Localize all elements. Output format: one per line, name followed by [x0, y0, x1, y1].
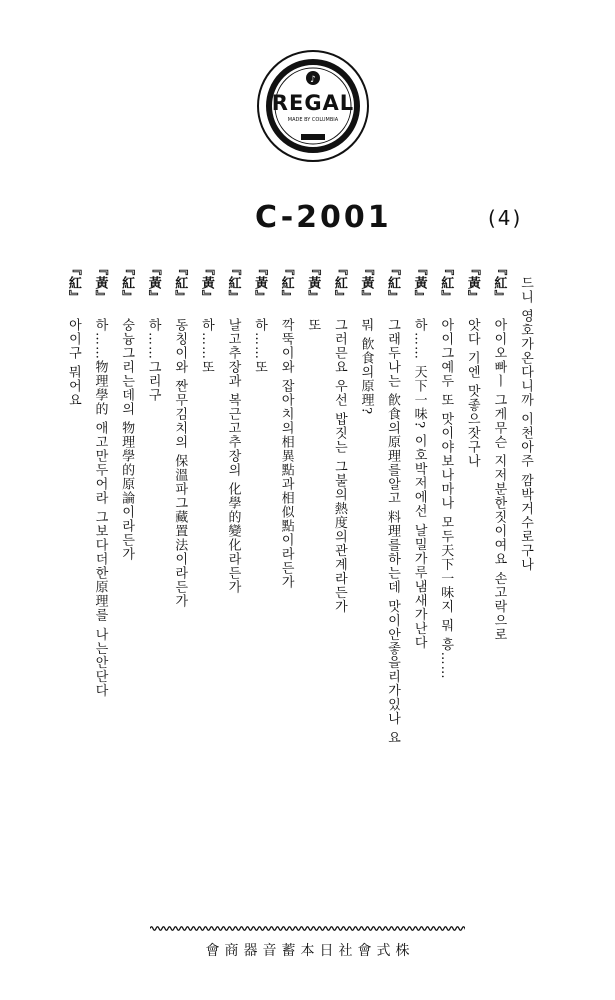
script-body — [58, 262, 538, 922]
dialogue-text: 앗다 기엔 맛좋으잣구나 — [464, 318, 480, 469]
script-line — [272, 262, 299, 922]
script-line — [299, 262, 326, 922]
logo-brand: REGAL — [271, 91, 355, 115]
speaker-label: 『黃』 — [411, 262, 427, 304]
script-line — [485, 262, 512, 922]
dialogue-text: 하……또 — [252, 318, 268, 374]
dialogue-text: 또 — [305, 318, 321, 332]
script-line — [458, 262, 485, 922]
speaker-label: 『紅』 — [278, 262, 294, 304]
dialogue-text: 아이그예두 또 맛이야보나마나 모두天下一味지 뭐 흥…… — [438, 318, 454, 680]
dialogue-text: 아이구 뭐어요 — [65, 318, 81, 408]
speaker-label: 『黃』 — [464, 262, 480, 304]
catalog-number: C-2001 — [255, 200, 392, 235]
speaker-label: 『黃』 — [252, 262, 268, 304]
speaker-label: 『黃』 — [92, 262, 108, 304]
dialogue-text: 깍뚝이와 잡아치의相異點과相似點이라든가 — [278, 318, 294, 590]
dialogue-text: 하……또 — [198, 318, 214, 374]
speaker-label: 『黃』 — [305, 262, 321, 304]
dialogue-text: 그래두나는 飮食의原理를알고 料理를하는데 맛이안좋을리가있나 요 — [385, 318, 401, 745]
speaker-label: 『紅』 — [225, 262, 241, 304]
script-line — [59, 262, 86, 922]
speaker-label: 『黃』 — [358, 262, 374, 304]
speaker-label: 『紅』 — [331, 262, 347, 304]
script-line — [192, 262, 219, 922]
logo-small-print: MADE BY COLUMBIA — [287, 117, 339, 123]
speaker-label: 『黃』 — [145, 262, 161, 304]
dialogue-text: 동칭이와 짠무김치의 保溫파그藏置法이라든가 — [172, 318, 188, 609]
dialogue-text: 날고추장과 복근고추장의 化學的變化라든가 — [225, 318, 241, 595]
speaker-label: 『紅』 — [172, 262, 188, 304]
dialogue-text: 숭늉그리는데의 物理學的原論이라든가 — [119, 318, 135, 562]
regal-logo — [255, 48, 371, 164]
publisher-name: 株式會社日本蓄音器商會 — [205, 943, 415, 959]
dialogue-text: 드니 영호가온다니까 이천아주 깜박거수로구나 — [518, 276, 533, 572]
speaker-label: 『紅』 — [119, 262, 135, 304]
script-line — [219, 262, 246, 922]
dialogue-text: 하……物理學的 애고만두어라 그보다더한原理를 나는안단다 — [92, 318, 108, 698]
script-line — [139, 262, 166, 922]
page-number: (4) — [488, 206, 523, 230]
script-line — [113, 262, 140, 922]
wavy-divider — [150, 925, 465, 932]
dialogue-text: 아이오빠ㅣ 그게무슨 지저분한짓이여요 손고락으로 — [491, 318, 507, 642]
speaker-label: 『黃』 — [198, 262, 214, 304]
dialogue-text: 뭐 飮食의原理? — [358, 318, 374, 416]
speaker-label: 『紅』 — [385, 262, 401, 304]
dialogue-text: 하…… 天下一味? 이호박저에선 날밀가루냄새가난다 — [411, 318, 427, 650]
script-line — [325, 262, 352, 922]
script-line — [432, 262, 459, 922]
script-line — [378, 262, 405, 922]
dialogue-text: 그러믄요 우선 밥짓는 그불의熱度의관계라든가 — [331, 318, 347, 614]
speaker-label: 『紅』 — [65, 262, 81, 304]
script-line — [511, 262, 538, 922]
speaker-label: 『紅』 — [438, 262, 454, 304]
speaker-label: 『紅』 — [491, 262, 507, 304]
script-line — [86, 262, 113, 922]
svg-text:♪: ♪ — [310, 75, 316, 85]
script-line — [405, 262, 432, 922]
script-line — [166, 262, 193, 922]
script-line — [352, 262, 379, 922]
script-line — [245, 262, 272, 922]
dialogue-text: 하……그리구 — [145, 318, 161, 402]
